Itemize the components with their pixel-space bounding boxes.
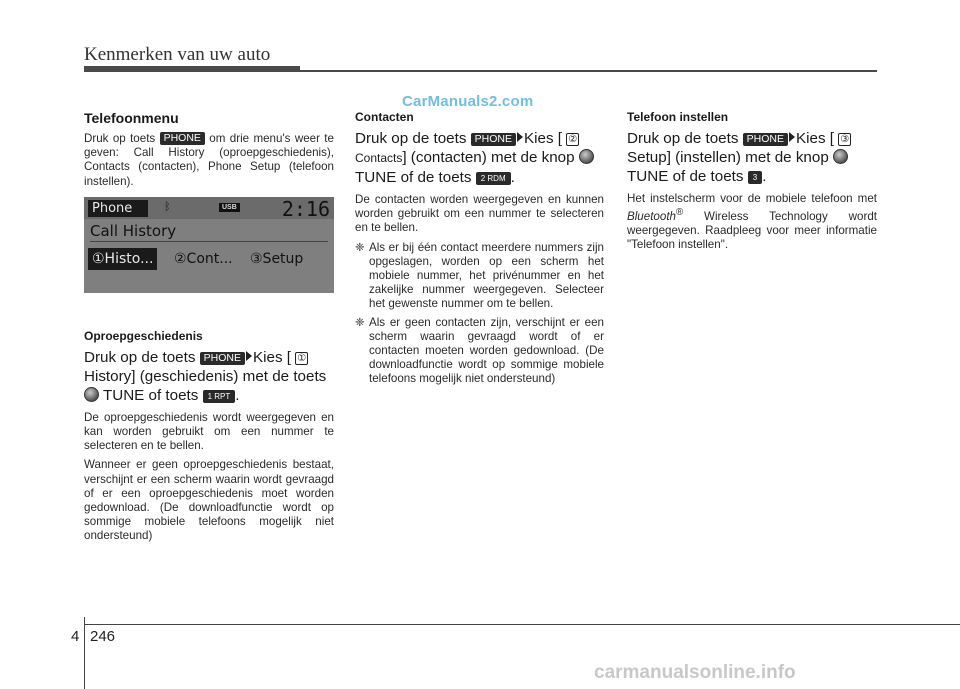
column-telefoonmenu bbox=[84, 110, 334, 549]
number-one-icon: ① bbox=[295, 352, 308, 365]
footer-vertical-rule bbox=[84, 617, 85, 689]
column-telefoon-instellen bbox=[627, 110, 877, 258]
arrow-right-icon bbox=[517, 132, 523, 142]
registered-mark: ® bbox=[676, 207, 684, 219]
rpt-button-icon: 1 RPT bbox=[203, 390, 236, 403]
watermark-top: CarManuals2.com bbox=[402, 93, 534, 110]
contacts-note-1 bbox=[355, 241, 604, 312]
phone-button-icon: PHONE bbox=[200, 352, 245, 365]
section-heading-oproepgeschiedenis: Oproepgeschiedenis bbox=[84, 328, 203, 343]
intro-pre: Druk op toets bbox=[84, 132, 156, 145]
contacts-instr-a: Druk op de toets bbox=[355, 130, 467, 147]
section-heading-telefoonmenu: Telefoonmenu bbox=[84, 110, 179, 126]
screen-clock: 2:16 bbox=[281, 196, 330, 221]
contacts-instr-f: TUNE of de toets bbox=[355, 169, 472, 186]
button-three-icon: 3 bbox=[748, 171, 762, 184]
setup-paragraph bbox=[627, 192, 877, 253]
section-heading-telefoon-instellen: Telefoon instellen bbox=[627, 110, 729, 124]
phone-button-icon: PHONE bbox=[743, 133, 788, 146]
history-instr-b: Kies [ bbox=[253, 348, 291, 366]
setup-instr-b: Kies [ bbox=[796, 130, 834, 147]
section-number: 4 bbox=[71, 628, 80, 645]
setup-instr-d: Setup] (instellen) met de knop bbox=[627, 149, 829, 166]
screen-phone-tab: Phone bbox=[88, 200, 148, 217]
setup-instruction bbox=[627, 129, 877, 186]
phone-button-icon: PHONE bbox=[160, 132, 205, 145]
tune-knob-icon bbox=[579, 149, 594, 164]
usb-icon: USB bbox=[219, 203, 240, 212]
history-paragraph-2: Wanneer er geen oproepgeschiedenis bestaat, verschijnt er een scherm waarin wordt gevraagd of er een oproepgeschiedenis moet worden gedownload. (De downloadfunctie wordt op sommige mobiele telefoons mogelijk niet ondersteund) bbox=[84, 458, 334, 543]
tune-knob-icon bbox=[833, 149, 848, 164]
contacts-instr-g: . bbox=[510, 169, 515, 186]
contacts-note-2 bbox=[355, 316, 604, 387]
setup-instr-e: TUNE of de toets bbox=[627, 168, 744, 185]
number-two-icon: ② bbox=[566, 133, 579, 146]
watermark-bottom: carmanualsonline.info bbox=[594, 662, 796, 683]
history-instr-d: History] (geschiedenis) met de toets bbox=[84, 367, 327, 385]
contacts-instr-d: Contacts bbox=[355, 151, 403, 165]
screen-menu-setup: ③Setup bbox=[250, 250, 304, 267]
history-instruction bbox=[84, 348, 334, 405]
note-mark-icon: ❈ bbox=[355, 315, 365, 329]
screen-menu bbox=[88, 248, 332, 270]
bluetooth-word: Bluetooth bbox=[627, 210, 676, 224]
setup-instr-f: . bbox=[762, 168, 767, 185]
arrow-right-icon bbox=[246, 351, 252, 361]
arrow-right-icon bbox=[789, 132, 795, 142]
phone-button-icon: PHONE bbox=[471, 133, 516, 146]
contacts-paragraph: De contacten worden weergegeven en kunnen worden gebruikt om een nummer te selecteren en te bellen. bbox=[355, 193, 604, 235]
screen-title: Call History bbox=[90, 222, 328, 242]
note-mark-icon: ❈ bbox=[355, 240, 365, 254]
intro-post: om drie menu's weer te geven: Call History (oproepgeschiedenis), Contacts (contacten), Phone Setup (telefoon instellen). bbox=[84, 132, 334, 188]
setup-para-b: Wireless Technology wordt weergegeven. Raadpleeg voor meer informatie "Telefoon instellen". bbox=[627, 210, 877, 252]
history-instr-f: . bbox=[235, 386, 240, 404]
number-three-icon: ③ bbox=[838, 133, 851, 146]
setup-para-a: Het instelscherm voor de mobiele telefoon met bbox=[627, 192, 877, 205]
tune-knob-icon bbox=[84, 387, 99, 402]
history-instr-e: TUNE of toets bbox=[102, 386, 199, 404]
header-rule bbox=[84, 70, 877, 72]
contacts-instruction bbox=[355, 129, 604, 187]
setup-instr-a: Druk op de toets bbox=[627, 130, 739, 147]
bluetooth-icon: ᛒ bbox=[164, 200, 171, 213]
rdm-button-icon: 2 RDM bbox=[476, 172, 511, 185]
screen-menu-contacts: ②Cont... bbox=[174, 250, 233, 267]
screen-menu-history: ①Histo... bbox=[88, 248, 157, 270]
page-number: 246 bbox=[90, 628, 116, 645]
phone-screen-image bbox=[84, 197, 334, 293]
history-instr-a: Druk op de toets bbox=[84, 348, 196, 366]
contacts-note-1-text: Als er bij één contact meerdere nummers zijn opgeslagen, worden op een scherm het mobiele nummer, het privénummer en het zakelijke nummer weergegeven. Selecteer het gewenste nummer om te bellen. bbox=[369, 240, 604, 311]
page-header-title: Kenmerken van uw auto bbox=[84, 44, 271, 65]
section-heading-contacten: Contacten bbox=[355, 110, 414, 124]
contacts-instr-e: ] (contacten) met de knop bbox=[402, 149, 575, 166]
column-contacten bbox=[355, 110, 604, 391]
footer-horizontal-rule bbox=[84, 624, 960, 625]
intro-paragraph bbox=[84, 132, 334, 189]
history-paragraph-1: De oproepgeschiedenis wordt weergegeven en kan worden gebruikt om een nummer te selecteren en te bellen. bbox=[84, 410, 334, 453]
contacts-note-2-text: Als er geen contacten zijn, verschijnt er een scherm waarin gevraagd wordt of er contacten moeten worden gedownload. (De downloadfunctie wordt op sommige mobiele telefoons mogelijk niet ondersteund) bbox=[369, 315, 604, 386]
contacts-instr-b: Kies [ bbox=[524, 130, 562, 147]
contacts-notes bbox=[355, 241, 604, 387]
